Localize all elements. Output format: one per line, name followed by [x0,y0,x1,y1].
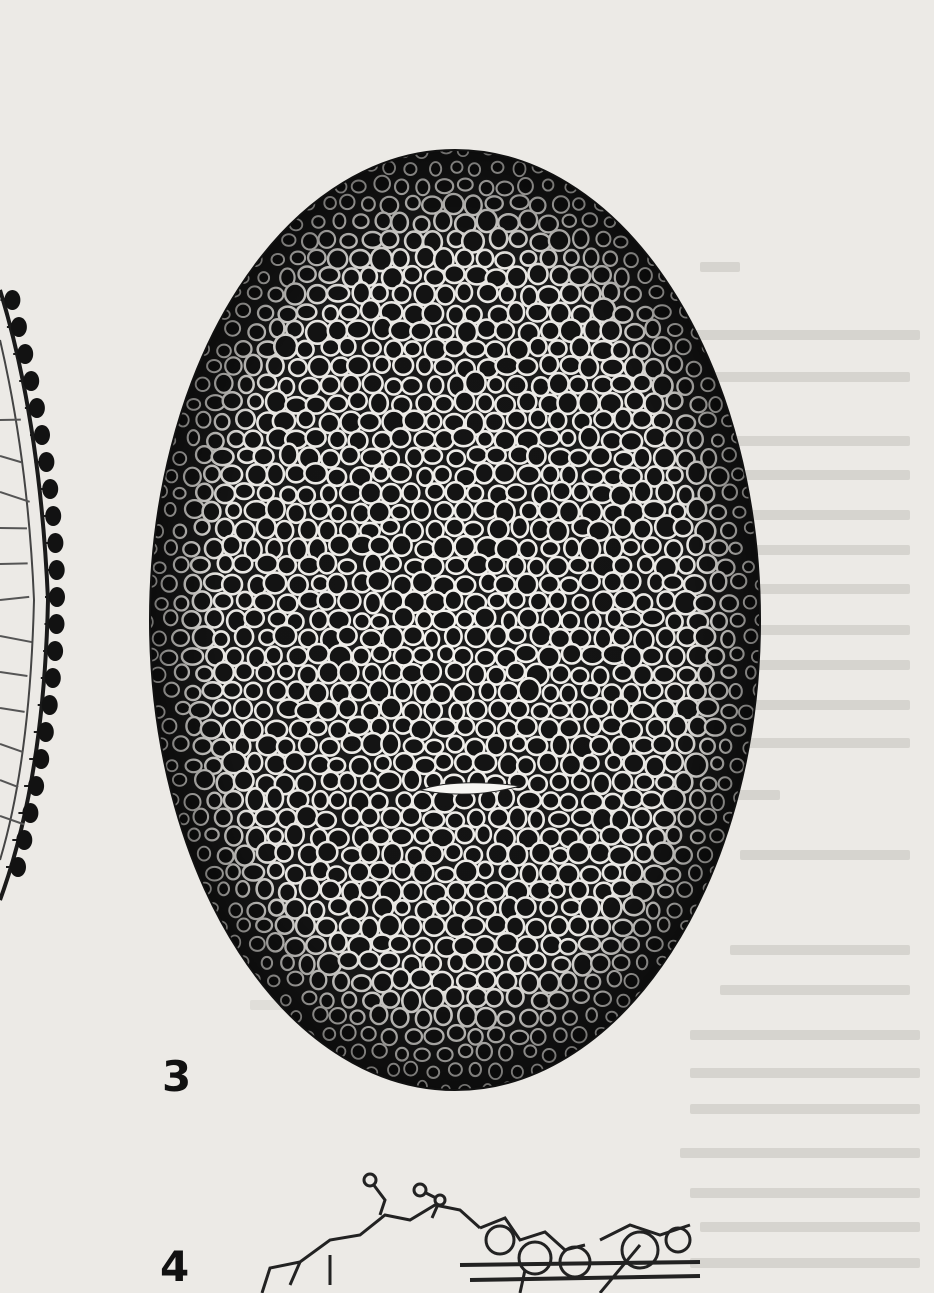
reticulate-oval-spore-icon [143,142,766,1101]
figure-3-label: 3 [162,1052,192,1101]
partial-cell-with-spines-icon [0,290,65,900]
figure-4-label: 4 [160,1242,190,1291]
molecular-structure-sketch-icon [262,1174,700,1293]
